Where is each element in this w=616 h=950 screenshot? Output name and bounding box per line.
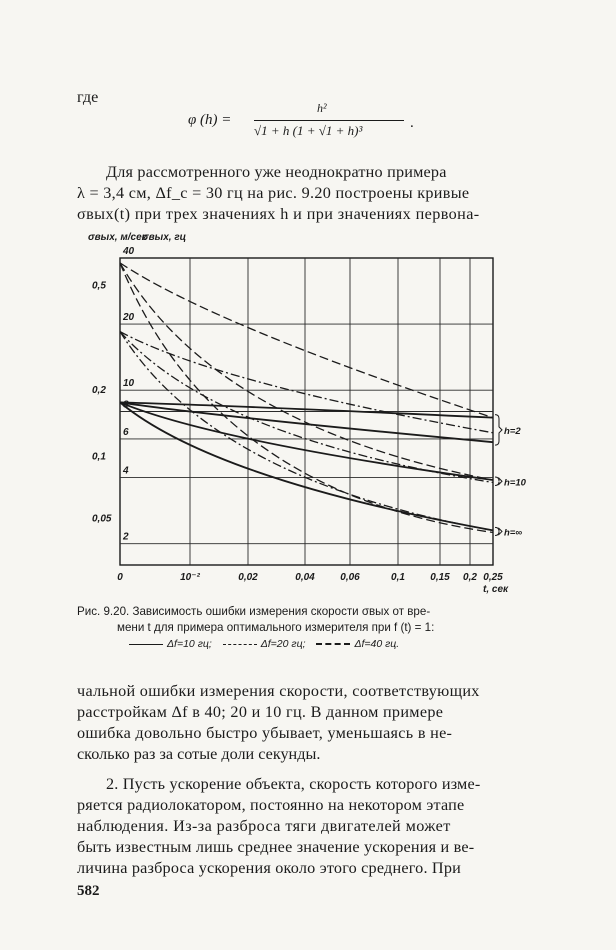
x-tick-label: 0	[117, 572, 123, 583]
intro-word: где	[77, 88, 99, 106]
y-axis-label-left: σвых, м/сек	[88, 232, 147, 243]
legend-dashdot-line	[223, 644, 257, 645]
legend-solid-line	[129, 644, 163, 645]
y-axis-label-right: σвых, гц	[142, 232, 187, 243]
y-tick-label-left: 0,1	[92, 451, 106, 463]
paragraph-2-line: расстройкам Δf в 40; 20 и 10 гц. В данном примере	[77, 703, 444, 721]
paragraph-1-line: Для рассмотренного уже неоднократно примера	[106, 163, 447, 181]
formula-end: .	[410, 115, 414, 131]
y-tick-label-right: 4	[123, 465, 129, 477]
formula-numerator: h²	[317, 101, 327, 115]
paragraph-3-line: 2. Пусть ускорение объекта, скорость которого изме-	[106, 775, 481, 793]
curve-h-10	[120, 399, 493, 480]
group-label: h=10	[504, 477, 526, 489]
curve-h-inf	[120, 332, 493, 531]
y-tick-label-left: 0,2	[92, 385, 106, 397]
x-tick-label: 0,25	[483, 572, 503, 583]
paragraph-1-line: σвых(t) при трех значениях h и при значениях первона-	[77, 205, 480, 223]
y-tick-label-right: 20	[123, 312, 135, 324]
paragraph-3-line: быть известным лишь среднее значение ускорения и ве-	[77, 838, 475, 856]
legend-item-20: Δf=20 гц;	[260, 638, 306, 650]
x-tick-label: 0,2	[463, 572, 477, 583]
error-chart	[0, 228, 616, 595]
paragraph-2-line: сколько раз за сотые доли секунды.	[77, 745, 321, 763]
x-tick-label: 0,04	[295, 572, 315, 583]
curve-h-10	[120, 263, 493, 480]
caption-line-1: Рис. 9.20. Зависимость ошибки измерения скорости σвых от вре-	[77, 605, 431, 618]
x-tick-label: 0,1	[391, 572, 405, 583]
x-tick-label: 0,06	[340, 572, 360, 583]
y-tick-label-left: 0,5	[92, 280, 106, 292]
fraction-bar	[254, 120, 404, 121]
paragraph-2-line: ошибка довольно быстро убывает, уменьшаясь в не-	[77, 724, 453, 742]
paragraph-3-line: ряется радиолокатором, постоянно на некотором этапе	[77, 796, 465, 814]
y-tick-label-right: 8	[123, 399, 129, 411]
formula-lhs: φ (h) =	[188, 112, 232, 128]
group-brace	[495, 415, 502, 446]
formula-denominator: √1 + h (1 + √1 + h)³	[254, 123, 363, 138]
caption-line-2: мени t для примера оптимального измерителя при f (t) = 1:	[117, 621, 435, 634]
group-brace	[495, 477, 502, 485]
x-tick-label: 10⁻²	[180, 572, 200, 583]
y-tick-label-left: 0,05	[92, 513, 112, 525]
x-tick-label: 0,02	[238, 572, 258, 583]
group-label: h=∞	[504, 527, 523, 539]
paragraph-3-line: наблюдения. Из-за разброса тяги двигателей может	[77, 817, 451, 835]
legend-item-40: Δf=40 гц.	[354, 638, 400, 650]
group-label: h=2	[504, 425, 521, 437]
figure-caption	[77, 604, 547, 652]
x-axis-label: t, сек	[483, 584, 509, 595]
y-tick-label-right: 40	[123, 246, 135, 257]
y-tick-label-right: 2	[123, 531, 129, 543]
legend-dashed-line	[316, 643, 350, 645]
y-tick-label-right: 10	[123, 378, 135, 390]
group-brace	[495, 527, 502, 535]
paragraph-1-line: λ = 3,4 см, Δf_c = 30 гц на рис. 9.20 построены кривые	[77, 184, 470, 202]
y-tick-label-right: 6	[123, 426, 129, 438]
curve-h-10	[120, 332, 493, 483]
x-tick-label: 0,15	[430, 572, 450, 583]
page-number: 582	[77, 883, 100, 899]
curve-h-2	[120, 332, 493, 433]
caption-legend	[77, 636, 547, 652]
legend-item-10: Δf=10 гц;	[167, 638, 212, 650]
paragraph-3-line: личина разброса ускорения около этого среднего. При	[77, 859, 461, 877]
paragraph-2-line: чальной ошибки измерения скорости, соответствующих	[77, 682, 480, 700]
curve-h-2	[120, 263, 493, 418]
